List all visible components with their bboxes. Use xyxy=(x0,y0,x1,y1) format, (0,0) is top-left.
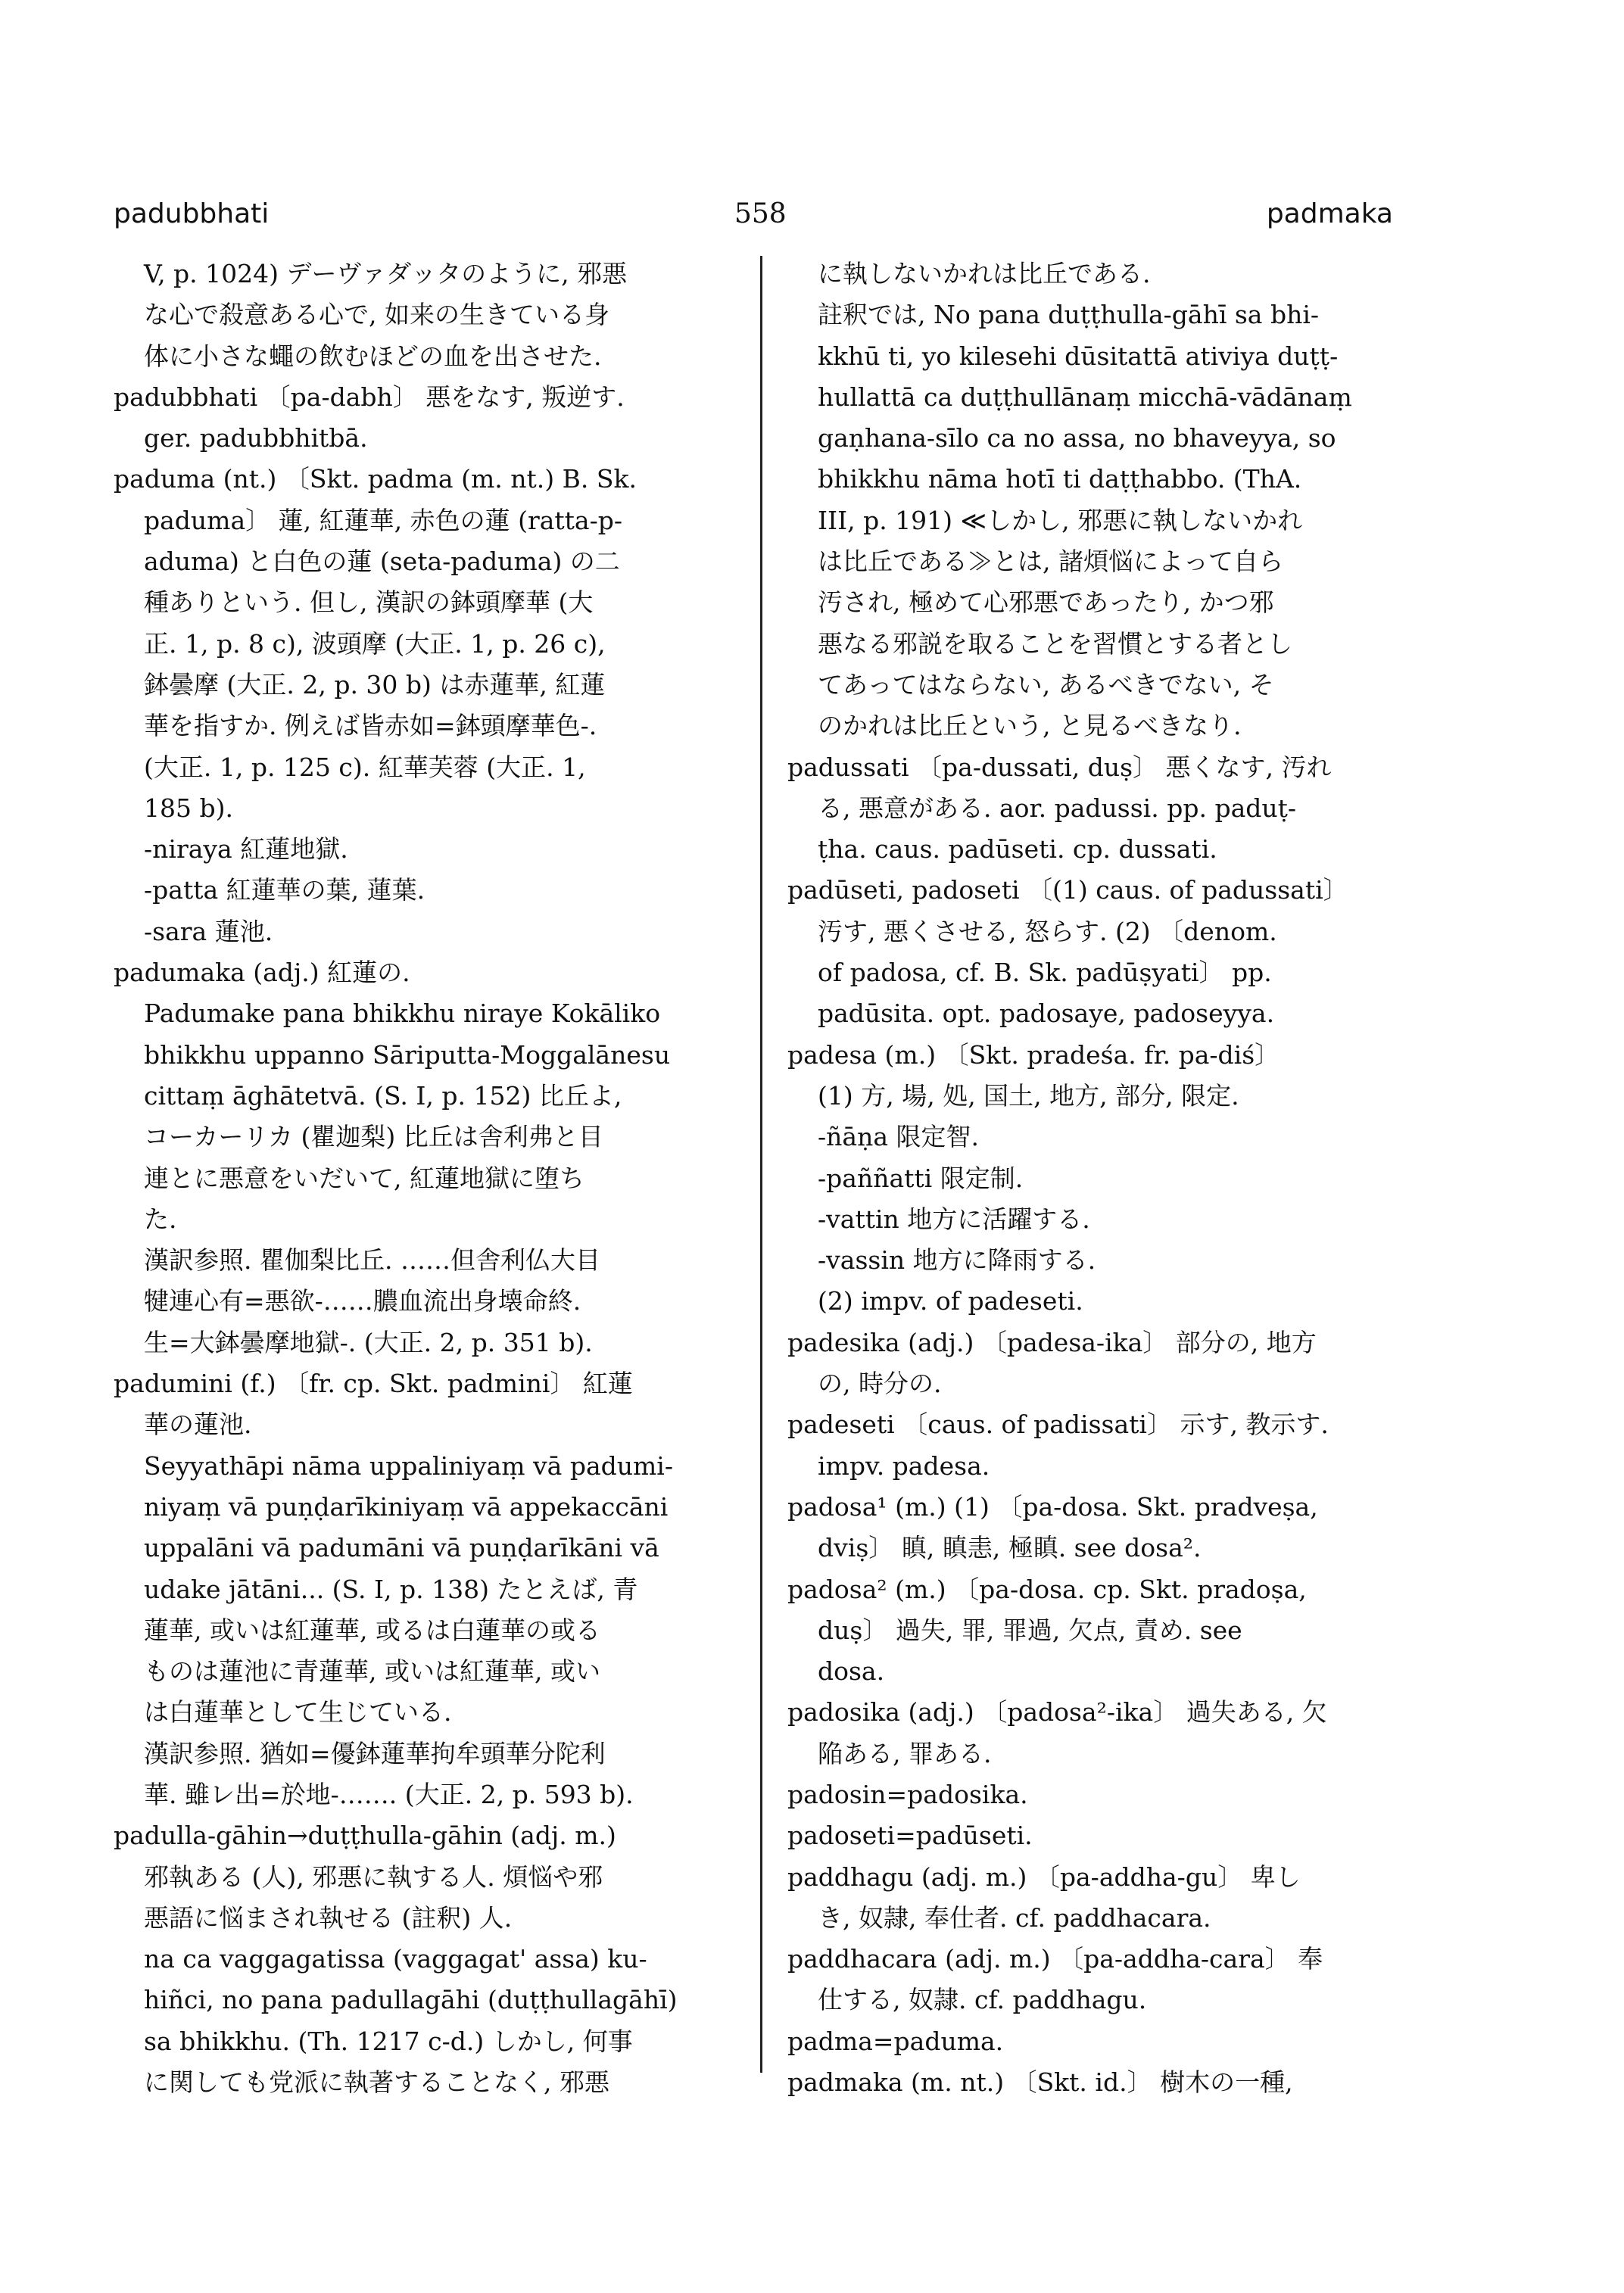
text-line: てあってはならない, あるべきでない, そ xyxy=(818,669,1274,699)
text-line: 正. 1, p. 8 c), 波頭摩 (大正. 1, p. 26 c), xyxy=(144,628,606,659)
text-line: 犍連心有=悪欲-……膿血流出身壊命終. xyxy=(144,1286,581,1316)
text-line: 鉢曇摩 (大正. 2, p. 30 b) は赤蓮華, 紅蓮 xyxy=(144,669,606,699)
text-line: V, p. 1024) デーヴァダッタのように, 邪悪 xyxy=(144,259,628,288)
entry-headword-line: padulla-gāhin→duṭṭhulla-gāhin (adj. m.) xyxy=(114,1821,616,1851)
text-line: 種ありという. 但し, 漢訳の鉢頭摩華 (大 xyxy=(144,587,594,618)
text-line: paduma〕 蓮, 紅蓮華, 赤色の蓮 (ratta-p- xyxy=(144,505,623,535)
entry-headword-line: padūseti, padoseti 〔(1) caus. of padussati〕 xyxy=(787,875,1348,905)
entry-headword-line: paduma (nt.) 〔Skt. padma (m. nt.) B. Sk. xyxy=(114,464,637,494)
text-line: -patta 紅蓮華の葉, 蓮葉. xyxy=(144,875,425,905)
text-line: き, 奴隷, 奉仕者. cf. paddhacara. xyxy=(818,1902,1211,1933)
text-line: 華. 雖レ出=於地-……. (大正. 2, p. 593 b). xyxy=(144,1779,634,1809)
entry-headword-line: padoseti=padūseti. xyxy=(787,1821,1033,1851)
text-line: -vattin 地方に活躍する. xyxy=(818,1204,1090,1234)
text-line: 連とに悪意をいだいて, 紅蓮地獄に堕ち xyxy=(144,1163,584,1193)
header-right-guide-word: padmaka xyxy=(1266,198,1393,229)
entry-headword-line: padubbhati 〔pa-dabh〕 悪をなす, 叛逆す. xyxy=(114,382,625,412)
right-column xyxy=(787,254,1404,2103)
text-line: niyaṃ vā puṇḍarīkiniyaṃ vā appekaccāni xyxy=(144,1491,669,1522)
text-line: ものは蓮池に青蓮華, 或いは紅蓮華, 或い xyxy=(144,1656,600,1687)
text-line: る, 悪意がある. aor. padussi. pp. paduṭ- xyxy=(818,793,1297,823)
text-line: bhikkhu nāma hotī ti daṭṭhabbo. (ThA. xyxy=(818,464,1302,494)
entry-headword-line: padmaka (m. nt.) 〔Skt. id.〕 樹木の一種, xyxy=(787,2067,1293,2098)
text-line: は白蓮華として生じている. xyxy=(144,1697,452,1728)
text-line: hullattā ca duṭṭhullānaṃ micchā-vādānaṃ xyxy=(818,382,1352,412)
text-line: hiñci, no pana padullagāhi (duṭṭhullagāhī) xyxy=(144,1985,678,2015)
text-line: impv. padesa. xyxy=(818,1450,990,1481)
entry-headword-line: padosika (adj.) 〔padosa²-ika〕 過失ある, 欠 xyxy=(787,1697,1327,1728)
text-line: ṭha. caus. padūseti. cp. dussati. xyxy=(818,834,1217,865)
text-line: kkhū ti, yo kilesehi dūsitattā ativiya duṭṭ- xyxy=(818,341,1339,371)
text-line: 体に小さな蠅の飲むほどの血を出させた. xyxy=(144,341,602,371)
text-line: た. xyxy=(144,1204,177,1234)
left-column xyxy=(114,254,731,2103)
text-line: bhikkhu uppanno Sāriputta-Moggalānesu xyxy=(144,1039,671,1070)
column-divider xyxy=(760,256,762,2073)
text-line: 悪語に悩まされ執せる (註釈) 人. xyxy=(144,1902,513,1933)
text-line: dosa. xyxy=(818,1656,885,1687)
entry-headword-line: padeseti 〔caus. of padissati〕 示す, 教示す. xyxy=(787,1410,1329,1440)
text-line: 陥ある, 罪ある. xyxy=(818,1738,992,1768)
entry-headword-line: paddhagu (adj. m.) 〔pa-addha-gu〕 卑し xyxy=(787,1862,1301,1892)
entry-headword-line: padumaka (adj.) 紅蓮の. xyxy=(114,958,410,988)
text-line: 註釈では, No pana duṭṭhulla-gāhī sa bhi- xyxy=(818,300,1320,330)
text-line: aduma) と白色の蓮 (seta-paduma) の二 xyxy=(144,547,620,577)
text-line: 生=大鉢曇摩地獄-. (大正. 2, p. 351 b). xyxy=(144,1327,593,1357)
text-line: 漢訳参照. 猶如=優鉢蓮華拘牟頭華分陀利 xyxy=(144,1738,606,1768)
text-line: (2) impv. of padeseti. xyxy=(818,1286,1083,1316)
text-line: III, p. 191) ≪しかし, 邪悪に執しないかれ xyxy=(818,505,1303,535)
text-line: sa bhikkhu. (Th. 1217 c-d.) しかし, 何事 xyxy=(144,2026,633,2056)
text-line: 汚す, 悪くさせる, 怒らす. (2) 〔denom. xyxy=(818,916,1277,946)
text-line: に執しないかれは比丘である. xyxy=(818,259,1151,288)
text-line: -vassin 地方に降雨する. xyxy=(818,1245,1096,1276)
text-line: の, 時分の. xyxy=(818,1369,942,1399)
text-line: 汚され, 極めて心邪悪であったり, かつ邪 xyxy=(818,587,1274,618)
text-line: -ñāṇa 限定智. xyxy=(818,1122,979,1152)
text-line: コーカーリカ (瞿迦梨) 比丘は舎利弗と目 xyxy=(144,1122,603,1152)
entry-headword-line: padesa (m.) 〔Skt. pradeśa. fr. pa-diś〕 xyxy=(787,1039,1280,1070)
text-line: な心で殺意ある心で, 如来の生きている身 xyxy=(144,300,609,330)
entry-headword-line: paddhacara (adj. m.) 〔pa-addha-cara〕 奉 xyxy=(787,1944,1323,1974)
text-line: gaṇhana-sīlo ca no assa, no bhaveyya, so xyxy=(818,423,1336,453)
text-line: のかれは比丘という, と見るべきなり. xyxy=(818,711,1242,741)
entry-headword-line: padumini (f.) 〔fr. cp. Skt. padmini〕 紅蓮 xyxy=(114,1369,633,1399)
text-line: 邪執ある (人), 邪悪に執する人. 煩悩や邪 xyxy=(144,1862,603,1892)
text-line: duṣ〕 過失, 罪, 罪過, 欠点, 責め. see xyxy=(818,1615,1242,1645)
text-line: 悪なる邪説を取ることを習慣とする者とし xyxy=(818,628,1292,659)
text-line: udake jātāni... (S. I, p. 138) たとえば, 青 xyxy=(144,1574,638,1604)
header-left-guide-word: padubbhati xyxy=(114,198,270,229)
text-line: (大正. 1, p. 125 c). 紅華芙蓉 (大正. 1, xyxy=(144,752,586,782)
text-line: 華の蓮池. xyxy=(144,1410,252,1440)
text-line: padūsita. opt. padosaye, padoseyya. xyxy=(818,999,1275,1029)
entry-headword-line: padesika (adj.) 〔padesa-ika〕 部分の, 地方 xyxy=(787,1327,1317,1357)
entry-headword-line: padosa¹ (m.) (1) 〔pa-dosa. Skt. pradveṣa, xyxy=(787,1491,1318,1522)
entry-headword-line: padma=paduma. xyxy=(787,2026,1004,2056)
text-line: uppalāni vā padumāni vā puṇḍarīkāni vā xyxy=(144,1533,659,1563)
entry-headword-line: padussati 〔pa-dussati, duṣ〕 悪くなす, 汚れ xyxy=(787,752,1332,782)
text-line: (1) 方, 場, 処, 国土, 地方, 部分, 限定. xyxy=(818,1080,1239,1111)
entry-headword-line: padosin=padosika. xyxy=(787,1779,1028,1809)
text-line: -sara 蓮池. xyxy=(144,916,273,946)
text-line: ger. padubbhitbā. xyxy=(144,423,368,453)
text-line: na ca vaggagatissa (vaggagat' assa) ku- xyxy=(144,1944,647,1974)
text-line: Seyyathāpi nāma uppaliniyaṃ vā padumi- xyxy=(144,1450,674,1481)
text-line: -niraya 紅蓮地獄. xyxy=(144,834,348,865)
text-line: Padumake pana bhikkhu niraye Kokāliko xyxy=(144,999,661,1029)
text-line: は比丘である≫とは, 諸煩悩によって自ら xyxy=(818,547,1283,577)
text-line: cittaṃ āghātetvā. (S. I, p. 152) 比丘よ, xyxy=(144,1080,622,1111)
text-line: 185 b). xyxy=(144,793,233,823)
text-line: of padosa, cf. B. Sk. padūṣyati〕 pp. xyxy=(818,958,1272,988)
text-line: -paññatti 限定制. xyxy=(818,1163,1024,1193)
page-number: 558 xyxy=(734,198,787,229)
text-line: 蓮華, 或いは紅蓮華, 或るは白蓮華の或る xyxy=(144,1615,600,1645)
text-line: 仕する, 奴隷. cf. paddhagu. xyxy=(818,1985,1147,2015)
text-line: dviṣ〕 瞋, 瞋恚, 極瞋. see dosa². xyxy=(818,1533,1202,1563)
text-line: に関しても党派に執著することなく, 邪悪 xyxy=(144,2067,609,2098)
text-line: 漢訳参照. 瞿伽梨比丘. ……但舎利仏大目 xyxy=(144,1245,600,1276)
text-line: 華を指すか. 例えば皆赤如=鉢頭摩華色-. xyxy=(144,711,597,741)
entry-headword-line: padosa² (m.) 〔pa-dosa. cp. Skt. pradoṣa, xyxy=(787,1574,1307,1604)
